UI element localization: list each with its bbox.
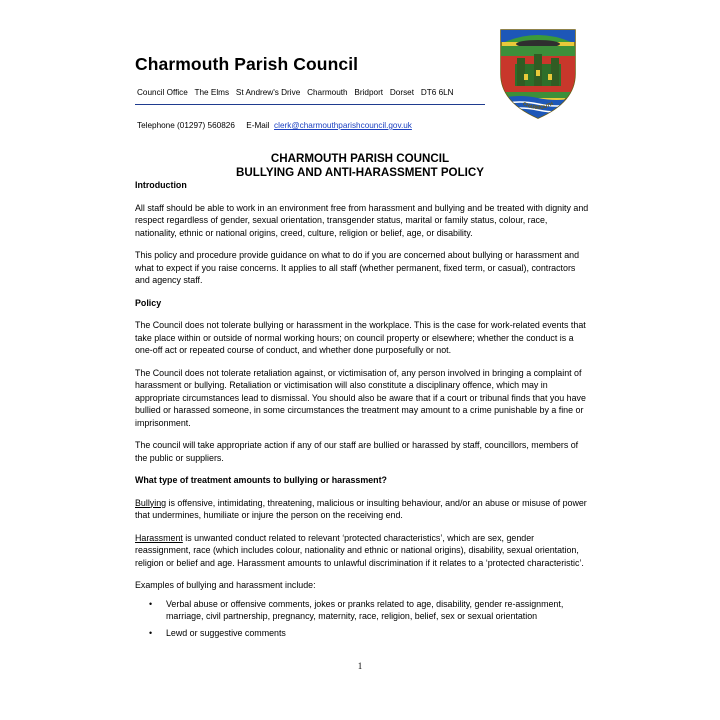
title-line-2: BULLYING AND ANTI-HARASSMENT POLICY [236,166,484,179]
policy-body [135,179,590,643]
bullet-icon: • [149,627,153,638]
council-crest-logo [495,24,581,122]
council-address: Council Office The Elms St Andrew's Drive Charmouth Bridport Dorset DT6 6LN [137,88,454,97]
council-name: Charmouth Parish Council [135,54,359,74]
contact-line [137,121,412,130]
harassment-definition-text: is unwanted conduct related to relevant ‘protected characteristics’, which are sex, gender reassignment, race (which includes colour, nationality and ethnic or national origins), disability, sexual orientation, religion or belief and age. Harassment amounts to unlawful discrimination if it relates to a ‘protected characteristic’. [135,532,584,568]
examples-list [135,598,590,640]
email-label: E-Mail [246,121,270,130]
harassment-term: Harassment [135,532,183,543]
bullying-term: Bullying [135,497,167,508]
treatment-heading: What type of treatment amounts to bullying or harassment? [135,475,387,485]
intro-paragraph-2: This policy and procedure provide guidance on what to do if you are concerned about bullying or harassment and what to expect if you raise concerns. It applies to all staff (whether permanent, fixed term, or casual), contractors and agency staff. [135,250,580,285]
list-item: • Lewd or suggestive comments [149,627,286,638]
bullying-definition [135,497,590,522]
title-line-1: CHARMOUTH PARISH COUNCIL [270,152,450,165]
page-number: 1 [357,661,363,671]
policy-paragraph-1: The Council does not tolerate bullying or harassment in the workplace. This is the case for work-related events that take place within or outside of normal working hours; on council property or elsewhere; whether the conduct is a one-off act or repeated course of conduct, and whether done purposefully or not. [135,320,586,355]
bullet-icon: • [149,598,153,609]
telephone: Telephone (01297) 560826 [137,121,235,130]
document-title [135,152,585,180]
header-divider [135,104,485,105]
crest-label: CHARMOUTH [521,101,555,112]
policy-heading: Policy [135,297,162,308]
list-item: • Verbal abuse or offensive comments, jokes or pranks related to age, disability, gender re-assignment, marriage, civil partnership, pregnancy, maternity, race, religion, belief, sex or sexual orientation [149,598,564,621]
bullying-definition-text: is offensive, intimidating, threatening, malicious or insulting behaviour, and/or an abuse or misuse of power that undermines, humiliate or injure the person on the receiving end. [135,497,587,520]
email-link[interactable]: clerk@charmouthparishcouncil.gov.uk [274,121,412,130]
examples-intro: Examples of bullying and harassment include: [135,580,316,590]
harassment-definition [135,532,590,570]
intro-paragraph-1: All staff should be able to work in an environment free from harassment and bullying and be treated with dignity and respect regardless of gender, sexual orientation, transgender status, marital or family status, colour, race, nationality, ethnic or national origins, creed, culture, religion or belief, age, or disability. [135,202,589,238]
introduction-heading: Introduction [135,180,187,190]
policy-paragraph-2: The Council does not tolerate retaliation against, or victimisation of, any person involved in bringing a complaint of harassment or bullying. Retaliation or victimisation will also constitute a disciplinary offence, which may in appropriate circumstances lead to dismissal. You should also be aware that if a court or tribunal finds that you have bullied or harassed someone, in some circumstances the treatment may amount to a crime punishable by a fine or imprisonment. [135,367,586,428]
policy-paragraph-3: The council will take appropriate action if any of our staff are bullied or harassed by staff, councillors, members of the public or suppliers. [135,440,579,463]
